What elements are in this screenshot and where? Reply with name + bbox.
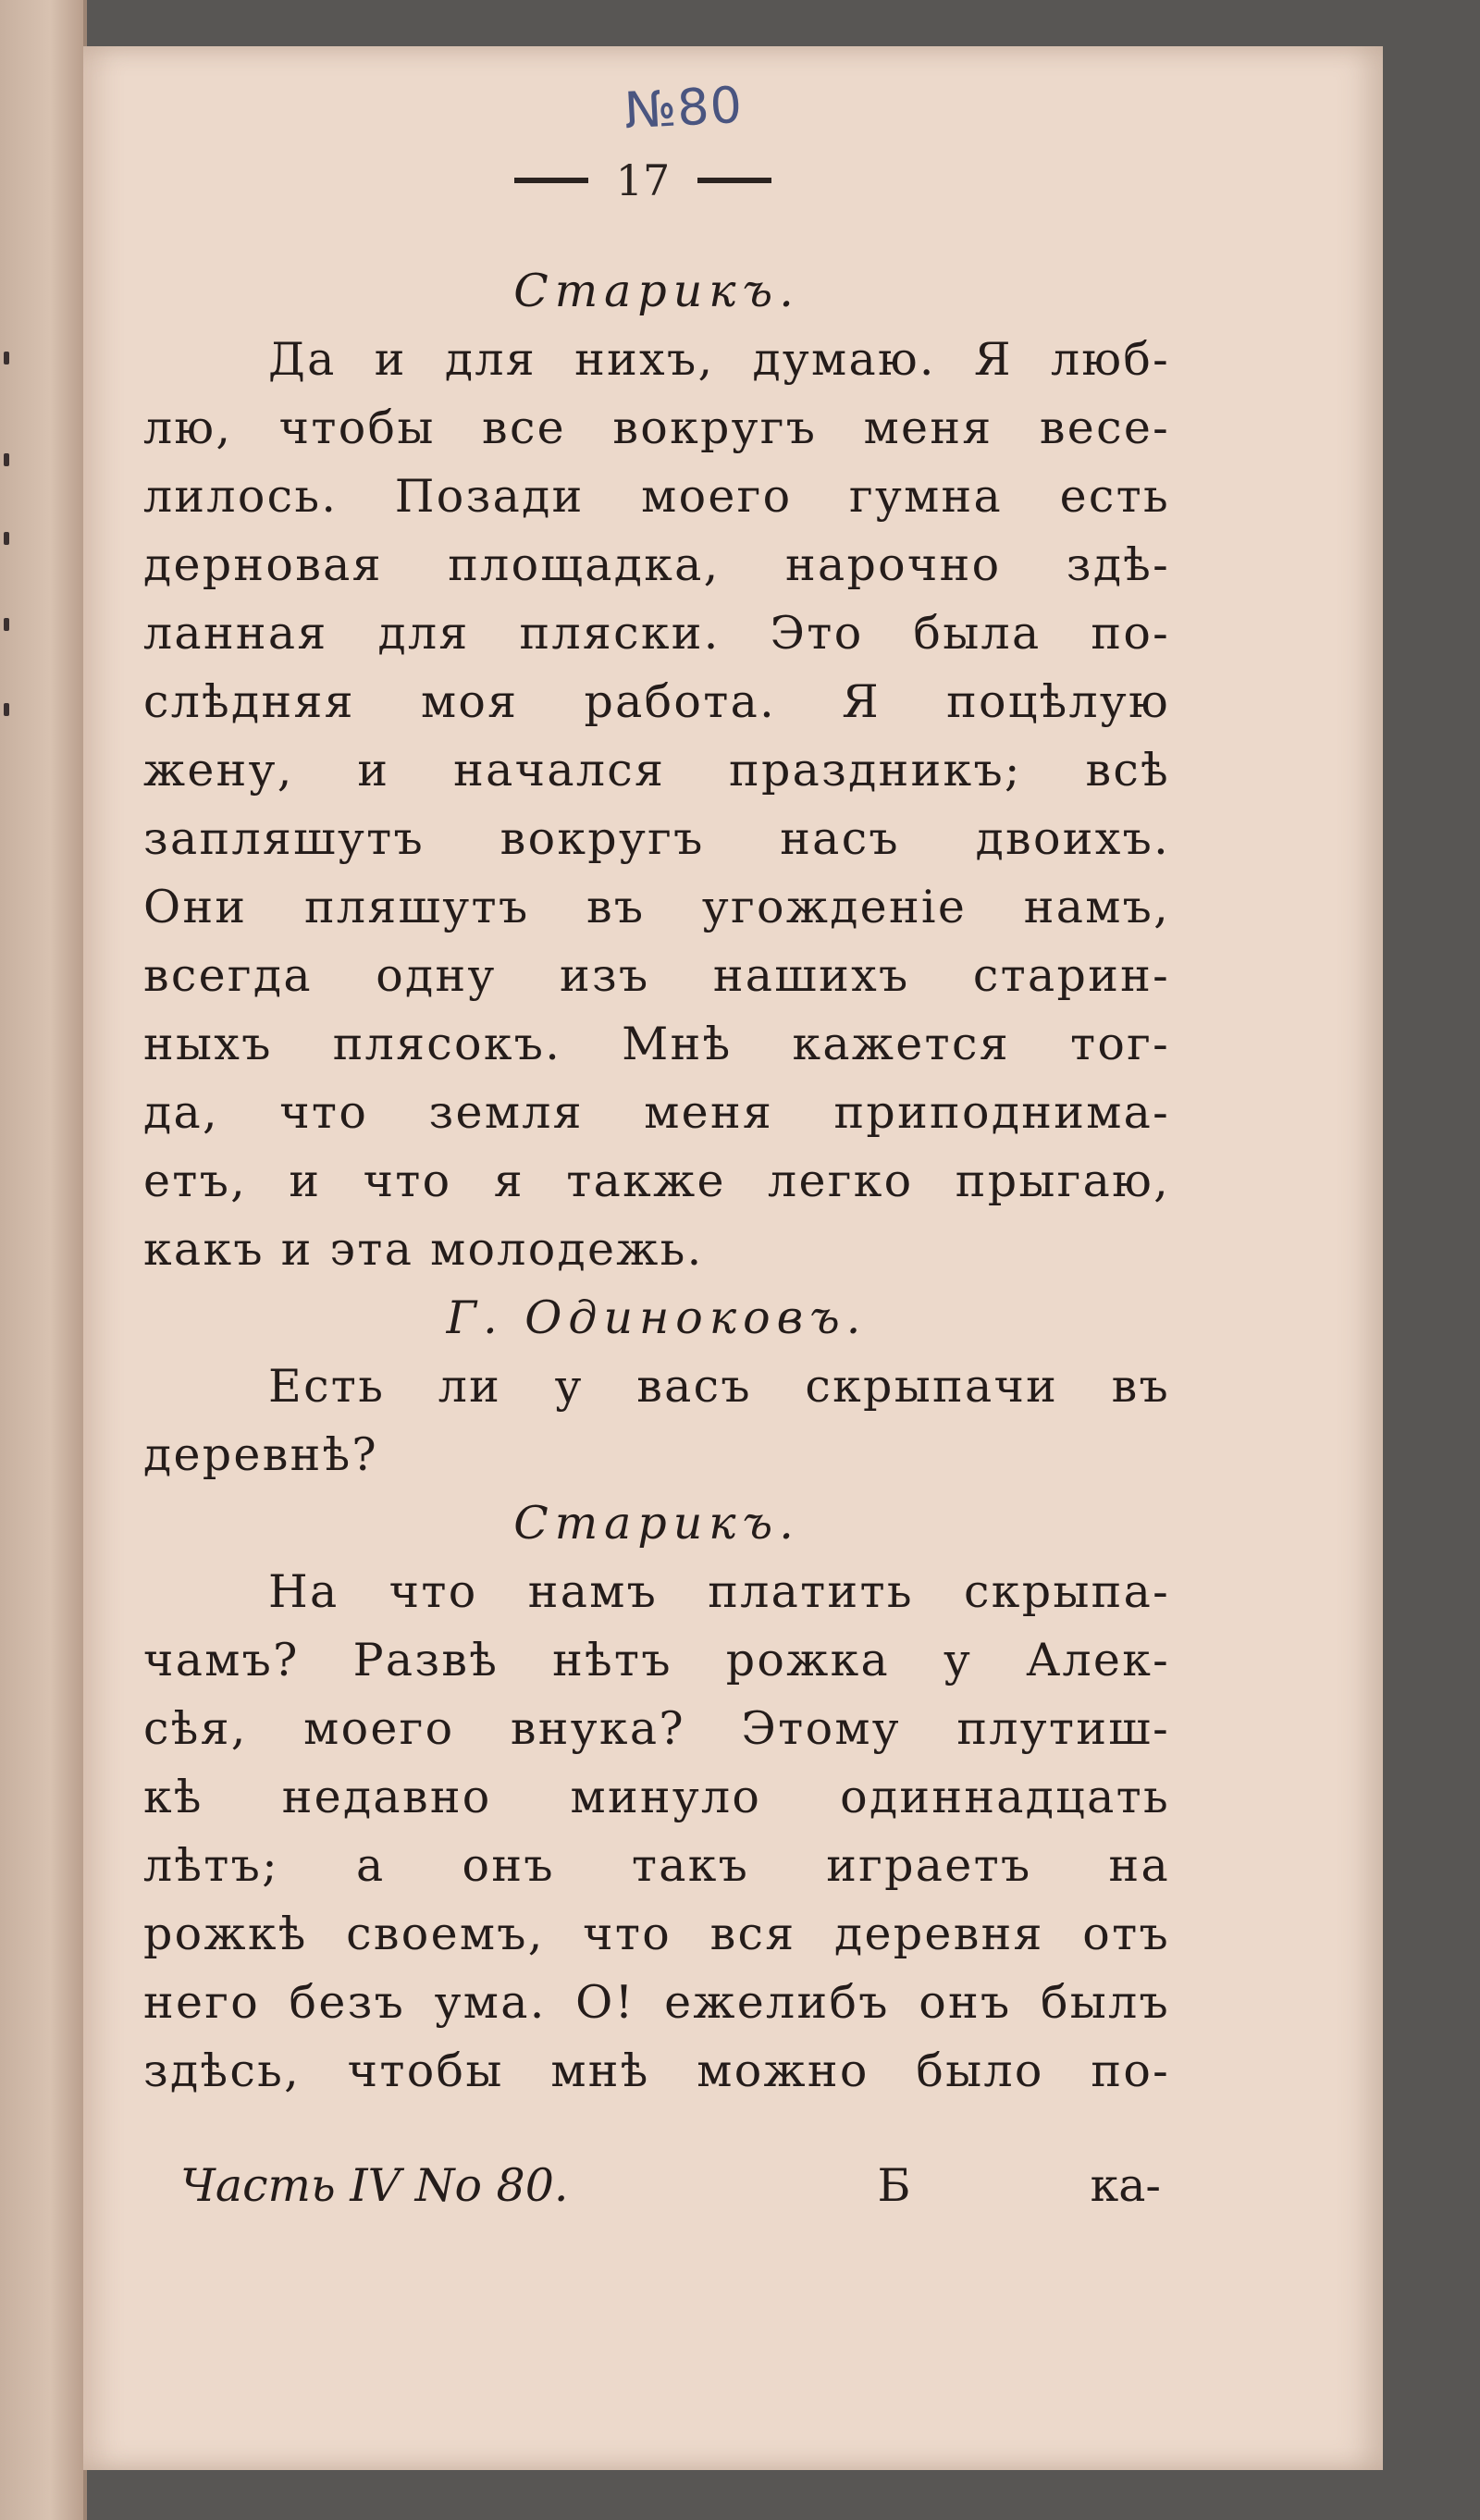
text-line: Есть ли у васъ скрыпачи въ (268, 1360, 1170, 1413)
text-line: рожкѣ своемъ, что вся деревня отъ (143, 1908, 1170, 1960)
text-line: слѣдняя моя работа. Я поцѣлую (143, 675, 1170, 728)
text-line: лѣтъ; а онъ такъ играетъ на (143, 1839, 1170, 1892)
signature-line: Часть IV No 80. (180, 2159, 569, 2212)
speaker-heading: Старикъ. (513, 265, 800, 317)
ink-mark (4, 352, 9, 364)
text-line: дерновая площадка, нарочно здѣ- (143, 538, 1170, 591)
page-footer (180, 2152, 1161, 2220)
text-line: сѣя, моего внука? Этому плутиш- (143, 1702, 1170, 1755)
speaker-heading: Старикъ. (513, 1497, 800, 1550)
text-line: да, что земля меня приподнима- (143, 1086, 1170, 1139)
text-line: Да и для нихъ, думаю. Я люб- (268, 333, 1170, 386)
text-line: лилось. Позади моего гумна есть (143, 470, 1170, 523)
page-number: 17 (615, 155, 671, 205)
page-text (143, 257, 1170, 2106)
catchword: ка- (1090, 2159, 1161, 2212)
text-line: него безъ ума. О! ежелибъ онъ былъ (143, 1976, 1170, 2029)
ink-mark (4, 532, 9, 545)
text-line: здѣсь, чтобы мнѣ можно было по- (143, 2044, 1170, 2097)
text-line: жену, и начался праздникъ; всѣ (143, 744, 1170, 797)
text-line: Они пляшутъ въ угожденіе намъ, (143, 881, 1170, 933)
speaker-heading: Г. Одиноковъ. (446, 1291, 868, 1344)
dash-left (514, 178, 588, 183)
text-line: кѣ недавно минуло одиннадцать (143, 1771, 1170, 1823)
handwritten-shelfmark: №80 (623, 75, 745, 141)
text-line: лю, чтобы все вокругъ меня весе- (143, 401, 1170, 454)
sheet-mark: Б (877, 2159, 911, 2212)
text-line: чамъ? Развѣ нѣтъ рожка у Алек- (143, 1634, 1170, 1686)
ink-mark (4, 453, 9, 466)
dash-right (697, 178, 771, 183)
text-line: ныхъ плясокъ. Мнѣ кажется тог- (143, 1018, 1170, 1070)
text-line: всегда одну изъ нашихъ старин- (143, 949, 1170, 1002)
facing-page-edge (0, 0, 83, 2520)
text-line: ланная для пляски. Это была по- (143, 607, 1170, 660)
ink-mark (4, 703, 9, 716)
text-line: етъ, и что я также легко прыгаю, (143, 1155, 1170, 1207)
text-line: запляшутъ вокругъ насъ двоихъ. (143, 812, 1170, 865)
running-head (481, 155, 805, 205)
text-line: деревнѣ? (143, 1428, 378, 1481)
text-line: какъ и эта молодежь. (143, 1223, 704, 1276)
ink-mark (4, 618, 9, 631)
text-line: На что намъ платить скрыпа- (268, 1565, 1170, 1618)
